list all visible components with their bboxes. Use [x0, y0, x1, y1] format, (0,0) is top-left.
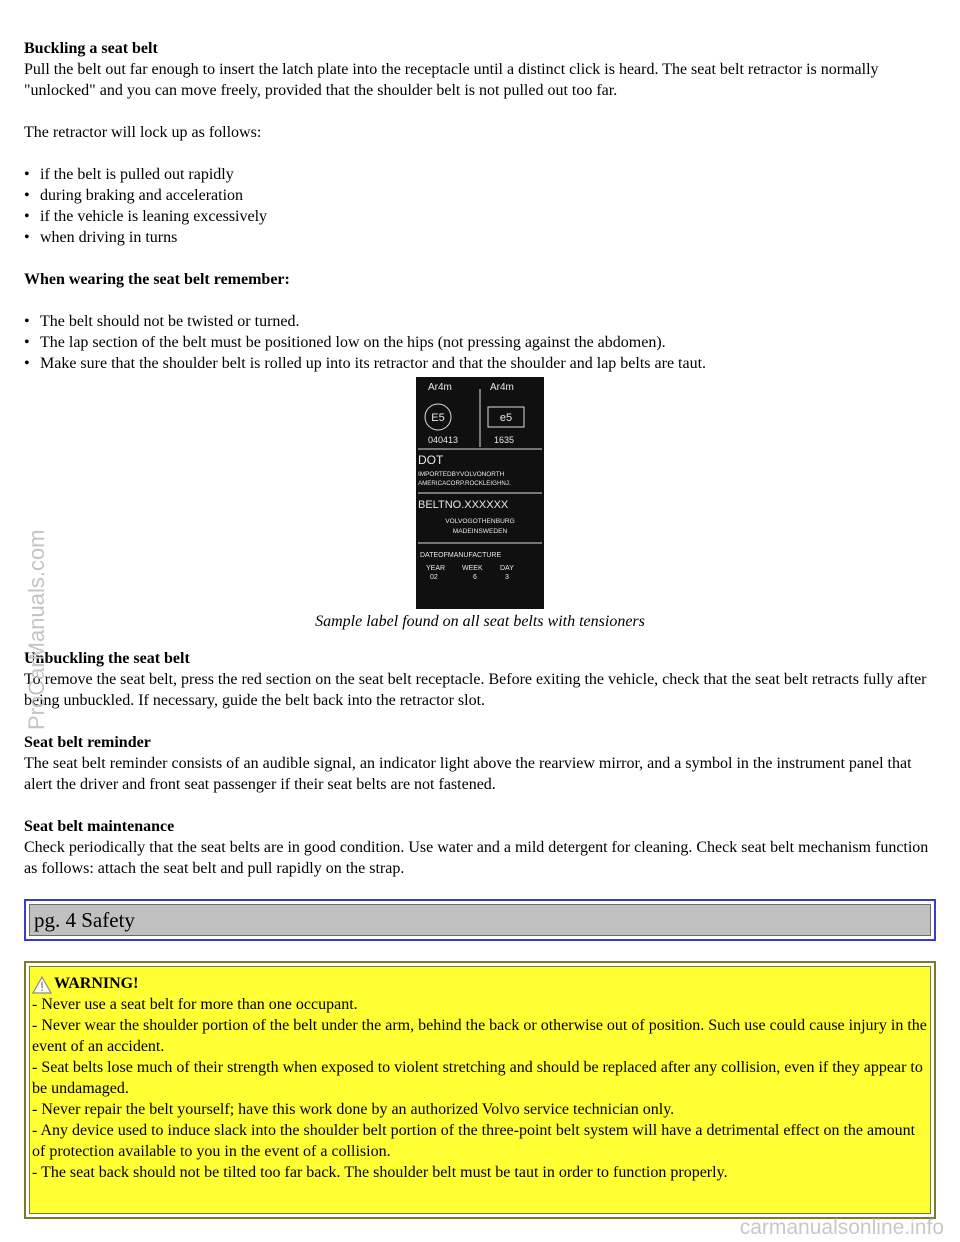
label-right-number: 1635 — [494, 435, 515, 445]
warning-panel — [29, 966, 931, 1214]
label-year-value: 02 — [430, 574, 438, 581]
seat-belt-label-image — [416, 377, 544, 609]
buckling-heading: Buckling a seat belt — [24, 40, 158, 57]
figure-caption: Sample label found on all seat belts with tensioners — [315, 613, 645, 630]
label-circle-mark: E5 — [431, 412, 445, 424]
label-left-code: Ar4m — [428, 382, 452, 393]
label-week-title: WEEK — [462, 565, 483, 572]
label-year-title: YEAR — [426, 565, 446, 572]
lock-list — [24, 164, 936, 248]
warning-line: - Seat belts lose much of their strength when exposed to violent stretching and should be replaced after any collision, even if they appear to be undamaged. — [32, 1059, 923, 1097]
manual-page — [24, 38, 936, 1219]
watermark-left: ProCarManuals.com — [24, 529, 49, 730]
list-item: • during braking and acceleration — [40, 185, 936, 206]
page-section-label: pg. 4 Safety — [29, 904, 931, 936]
wearing-heading: When wearing the seat belt remember: — [24, 271, 290, 288]
list-item: • Make sure that the shoulder belt is rolled up into its retractor and that the shoulder and lap belts are taut. — [40, 353, 936, 374]
label-belt-no: BELTNO.XXXXXX — [418, 499, 509, 511]
buckling-body: Pull the belt out far enough to insert the latch plate into the receptacle until a distinct click is heard. The seat belt retractor is normally "unlocked" and you can move freely, provided that the shoulder belt is not pulled out too far. — [24, 61, 879, 99]
watermark-bottom: carmanualsonline.info — [739, 1216, 944, 1239]
maintenance-body: Check periodically that the seat belts are in good condition. Use water and a mild detergent for cleaning. Check seat belt mechanism function as follows: attach the seat belt and pull rapidly on the strap. — [24, 839, 929, 877]
warning-line: - Never repair the belt yourself; have this work done by an authorized Volvo service technician only. — [32, 1101, 675, 1118]
lock-intro: The retractor will lock up as follows: — [24, 124, 262, 141]
warning-line: - The seat back should not be tilted too far back. The shoulder belt must be taut in order to function properly. — [32, 1164, 728, 1181]
list-item: • if the belt is pulled out rapidly — [40, 164, 936, 185]
unbuckling-body: To remove the seat belt, press the red section on the seat belt receptacle. Before exiting the vehicle, check that the seat belt retracts fully after being unbuckled. If necessary, guide the belt back into the retractor slot. — [24, 671, 927, 709]
label-origin-line2: MADEINSWEDEN — [452, 528, 508, 535]
label-week-value: 6 — [473, 574, 477, 581]
list-item: • The lap section of the belt must be positioned low on the hips (not pressing against the abdomen). — [40, 332, 936, 353]
label-day-title: DAY — [500, 565, 514, 572]
warning-title: WARNING! — [54, 975, 139, 992]
maintenance-heading: Seat belt maintenance — [24, 818, 175, 835]
list-item: • if the vehicle is leaning excessively — [40, 206, 936, 227]
label-date-title: DATEOFMANUFACTURE — [420, 552, 502, 559]
label-importer-line1: IMPORTEDBYVOLVONORTH — [418, 471, 505, 478]
reminder-heading: Seat belt reminder — [24, 734, 151, 751]
warning-box — [24, 961, 936, 1219]
label-day-value: 3 — [505, 574, 509, 581]
label-dot: DOT — [418, 453, 444, 467]
warning-line: - Never wear the shoulder portion of the belt under the arm, behind the back or otherwise out of position. Such use could cause injury in the event of an accident. — [32, 1017, 927, 1055]
warning-line: - Never use a seat belt for more than one occupant. — [32, 996, 358, 1013]
warning-line: - Any device used to induce slack into the shoulder belt portion of the three-point belt system will have a detrimental effect on the amount of protection available to you in the event of a collision. — [32, 1122, 916, 1160]
reminder-body: The seat belt reminder consists of an audible signal, an indicator light above the rearview mirror, and a symbol in the instrument panel that alert the driver and front seat passenger if their seat belts are not fastened. — [24, 755, 912, 793]
unbuckling-heading: Unbuckling the seat belt — [24, 650, 190, 667]
label-box-mark: e5 — [499, 412, 513, 424]
label-right-code: Ar4m — [490, 382, 514, 393]
warning-title-row — [32, 973, 928, 994]
label-origin-line1: VOLVOGOTHENBURG — [445, 518, 515, 525]
label-left-number: 040413 — [428, 435, 459, 445]
label-importer-line2: AMERICACORP.ROCKLEIGHNJ. — [418, 480, 511, 487]
warning-triangle-icon — [32, 976, 52, 994]
list-item: • The belt should not be twisted or turned. — [40, 311, 936, 332]
list-item: • when driving in turns — [40, 227, 936, 248]
page-section-bar — [24, 899, 936, 941]
wearing-list — [24, 311, 936, 374]
